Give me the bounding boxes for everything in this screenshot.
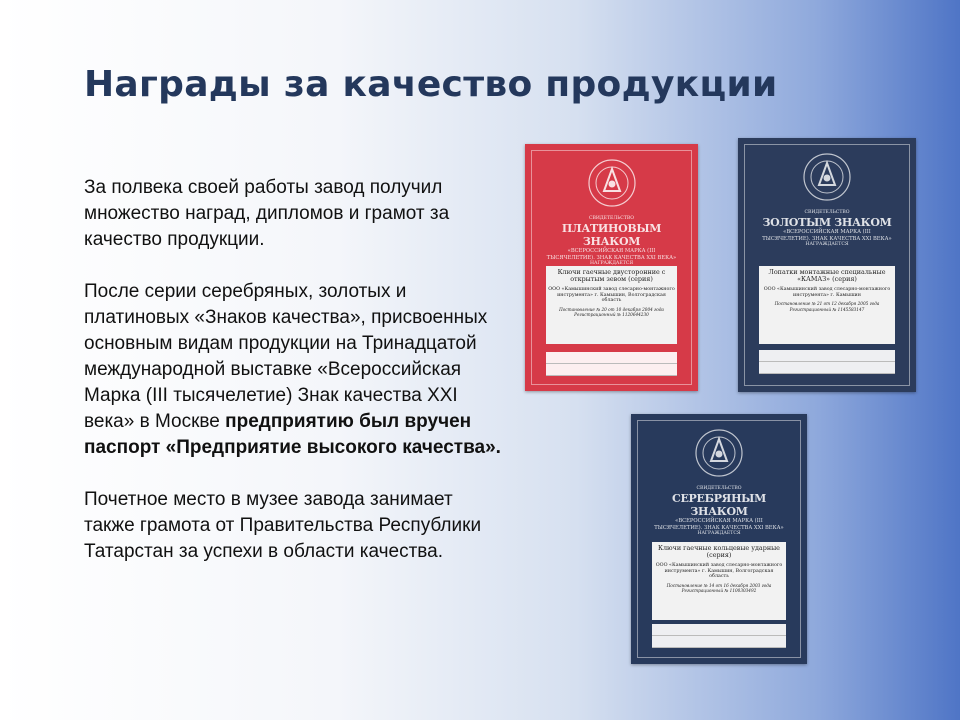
certificate-awarded: НАГРАЖДАЕТСЯ: [697, 531, 741, 536]
certificate-org: ООО «Камышинский завод слесарно-монтажного инструмента» г. Камышин, Волгоградская область: [655, 562, 783, 580]
certificate-product: Лопатки монтажные специальные «КАМАЗ» (серия): [768, 268, 886, 284]
certificate-org: ООО «Камышинский завод слесарно-монтажного инструмента» г. Камышин, Волгоградская область: [548, 286, 675, 304]
body-text: [84, 175, 504, 565]
certificate-panel: [546, 266, 678, 344]
signature-block: [652, 624, 786, 648]
quality-mark-icon: [694, 428, 744, 478]
certificate-heading: СВИДЕТЕЛЬСТВО: [588, 216, 635, 221]
certificate-mark: «ВСЕРОССИЙСКАЯ МАРКА (III ТЫСЯЧЕЛЕТИЕ). ЗНАК КАЧЕСТВА XXI ВЕКА»: [546, 248, 677, 261]
certificate-silver: [631, 414, 807, 664]
certificate-org: ООО «Камышинский завод слесарно-монтажного инструмента» г. Камышин: [763, 286, 891, 298]
certificate-award: ПЛАТИНОВЫМ ЗНАКОМ: [561, 222, 662, 248]
paragraph-museum: Почетное место в музее завода занимает также грамота от Правительства Республики Татарстан за успехи в области качества.: [84, 489, 482, 562]
signature-block: [546, 352, 678, 376]
certificate-panel: [652, 542, 786, 620]
certificate-number: Постановление № 21 от 12 декабря 2005 года Регистрационный № 1145583147: [774, 301, 880, 312]
paragraph-awards-bold: предприятию был вручен паспорт «Предприятие высокого качества».: [84, 411, 501, 458]
paragraph-awards: [84, 279, 504, 461]
certificate-awarded: НАГРАЖДАЕТСЯ: [805, 242, 849, 247]
certificate-gold: [738, 138, 916, 392]
signature-block: [759, 350, 894, 374]
certificate-panel: [759, 266, 894, 344]
certificate-award: ЗОЛОТЫМ ЗНАКОМ: [762, 216, 892, 229]
certificate-mark: «ВСЕРОССИЙСКАЯ МАРКА (III ТЫСЯЧЕЛЕТИЕ). ЗНАК КАЧЕСТВА XXI ВЕКА»: [654, 518, 784, 531]
certificate-heading: СВИДЕТЕЛЬСТВО: [804, 210, 850, 215]
certificate-award: СЕРЕБРЯНЫМ ЗНАКОМ: [672, 492, 766, 518]
page-title: Награды за качество продукции: [84, 64, 778, 105]
certificate-number: Постановление № 20 от 10 декабря 2004 года Регистрационный № 1120644230: [559, 307, 664, 318]
certificate-heading: СВИДЕТЕЛЬСТВО: [696, 486, 742, 491]
certificate-number: Постановление № 14 от 16 декабря 2003 года Регистрационный № 1100303492: [666, 583, 772, 594]
quality-mark-icon: [587, 158, 637, 208]
certificate-awarded: НАГРАЖДАЕТСЯ: [589, 261, 634, 266]
quality-mark-icon: [802, 152, 852, 202]
certificate-platinum: [525, 144, 698, 391]
certificate-product: Ключи гаечные кольцевые ударные (серия): [658, 544, 780, 560]
paragraph-history: За полвека своей работы завод получил множество наград, дипломов и грамот за качество продукции.: [84, 177, 450, 250]
paragraph-awards-text: После серии серебряных, золотых и платиновых «Знаков качества», присвоенных основным видам продукции на Тринадцатой международной выставке «Всероссийская Марка (III тысячелетие) Знак качества XXI века» в Москве: [84, 281, 488, 432]
certificate-product: Ключи гаечные двусторонние с открытым зевом (серия): [557, 268, 666, 284]
certificate-mark: «ВСЕРОССИЙСКАЯ МАРКА (III ТЫСЯЧЕЛЕТИЕ). ЗНАК КАЧЕСТВА XXI ВЕКА»: [762, 229, 892, 242]
